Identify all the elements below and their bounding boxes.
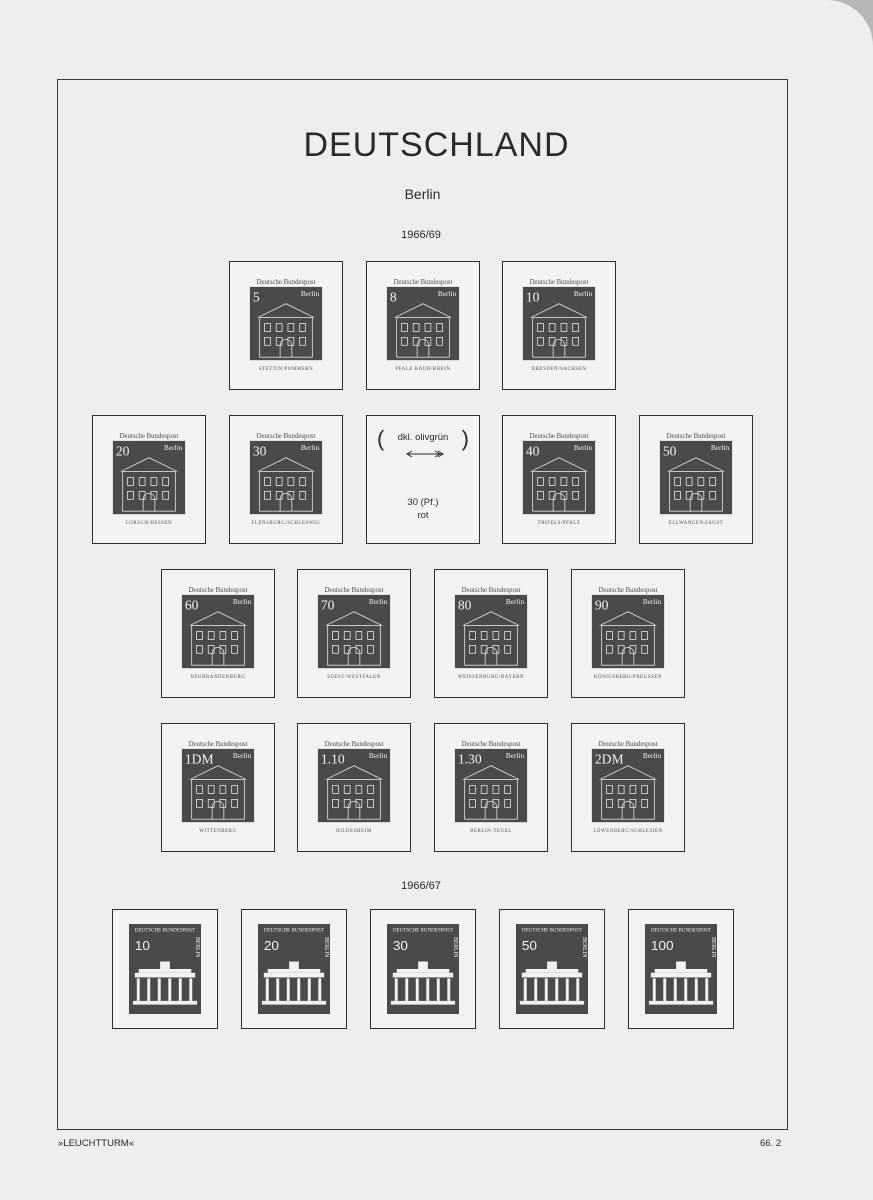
stamp-slot <box>297 569 411 698</box>
stamp-slot <box>502 261 616 390</box>
stamp-caption: STETTIN/POMMERN <box>258 367 314 373</box>
stamp-value: 30 <box>392 938 408 954</box>
stamp-region: Berlin <box>642 596 662 606</box>
stamp-header: DEUTSCHE BUNDESPOST <box>134 928 196 934</box>
section-year-2: 1966/67 <box>401 880 441 892</box>
stamp-caption: SOEST/WESTFALEN <box>327 675 381 681</box>
stamp-caption: LÖWENBERG/SCHLESIEN <box>593 829 663 835</box>
stamp-value: 80 <box>457 597 472 613</box>
stamp-art <box>387 924 459 1014</box>
stamp-slot <box>161 723 275 852</box>
stamp-value: 90 <box>594 597 609 613</box>
stamp-slot <box>92 415 206 544</box>
stamp-value: 1DM <box>184 751 214 767</box>
stamp-art <box>645 924 717 1014</box>
stamp <box>519 430 599 529</box>
stamp <box>314 738 394 837</box>
stamp-value: 20 <box>263 938 279 954</box>
stamp-header: Deutsche Bundespost <box>393 278 453 286</box>
stamp-region: BERLIN <box>323 937 330 958</box>
stamp-value: 10 <box>134 938 150 954</box>
stamp-slot <box>112 909 218 1029</box>
stamp-header: Deutsche Bundespost <box>188 586 248 594</box>
stamp-caption: TRIFELS/PFALZ <box>537 521 581 527</box>
stamp-value: 8 <box>389 289 397 305</box>
stamp-caption: BERLIN-TEGEL <box>470 829 512 835</box>
stamp <box>258 924 330 1014</box>
paren-left: ( <box>377 426 385 451</box>
stamp-value: 50 <box>662 443 677 459</box>
stamp-slot <box>297 723 411 852</box>
stamp-value: 30 <box>252 443 267 459</box>
stamp <box>178 738 258 837</box>
stamp-art <box>129 924 201 1014</box>
stamp-value: 50 <box>521 938 537 954</box>
stamp-region: BERLIN <box>710 937 717 958</box>
stamp-slot-empty <box>366 415 480 544</box>
stamp-header: Deutsche Bundespost <box>598 740 658 748</box>
stamp-caption: DRESDEN/SACHSEN <box>531 367 587 373</box>
stamp-caption: NEUBRANDENBURG <box>190 675 246 681</box>
stamp-art <box>314 738 394 837</box>
stamp-header: Deutsche Bundespost <box>666 432 726 440</box>
stamp-slot <box>229 415 343 544</box>
arrow-icon <box>405 450 445 458</box>
stamp-art <box>588 738 668 837</box>
stamp-art <box>588 584 668 683</box>
stamp-value: 1.10 <box>320 751 345 767</box>
stamp-header: Deutsche Bundespost <box>256 278 316 286</box>
stamp <box>383 276 463 375</box>
stamp-header: Deutsche Bundespost <box>598 586 658 594</box>
stamp-art <box>516 924 588 1014</box>
stamp <box>588 738 668 837</box>
stamp-value: 60 <box>184 597 199 613</box>
stamp-region: BERLIN <box>581 937 588 958</box>
stamp <box>516 924 588 1014</box>
stamp-region: Berlin <box>368 750 388 760</box>
stamp <box>246 276 326 375</box>
stamp-region: Berlin <box>232 596 252 606</box>
stamp-art <box>258 924 330 1014</box>
stamp-art <box>246 276 326 375</box>
stamp-value: 40 <box>525 443 540 459</box>
stamp-art <box>451 584 531 683</box>
stamp-region: Berlin <box>300 442 320 452</box>
stamp-region: Berlin <box>573 288 593 298</box>
stamp-header: Deutsche Bundespost <box>529 432 589 440</box>
stamp-art <box>519 276 599 375</box>
stamp-value: 1.30 <box>457 751 482 767</box>
stamp <box>519 276 599 375</box>
stamp-slot <box>161 569 275 698</box>
stamp <box>129 924 201 1014</box>
stamp-value: 70 <box>320 597 335 613</box>
stamp-value: 2DM <box>594 751 624 767</box>
stamp-header: DEUTSCHE BUNDESPOST <box>392 928 454 934</box>
stamp-caption: HILDESHEIM <box>336 829 372 835</box>
stamp-region: Berlin <box>505 750 525 760</box>
stamp-art <box>451 738 531 837</box>
stamp-header: Deutsche Bundespost <box>461 586 521 594</box>
stamp-slot <box>229 261 343 390</box>
stamp-region: Berlin <box>368 596 388 606</box>
stamp-slot <box>571 723 685 852</box>
stamp <box>109 430 189 529</box>
stamp-value: 100 <box>650 938 674 954</box>
stamp-caption: WEISSENBURG/BAYERN <box>457 675 525 681</box>
paren-right: ) <box>461 426 469 451</box>
stamp-slot <box>502 415 616 544</box>
stamp <box>588 584 668 683</box>
stamp-caption: ELLWANGEN/JAGST <box>668 521 724 527</box>
stamp <box>645 924 717 1014</box>
stamp-caption: LORSCH/HESSEN <box>125 521 173 527</box>
stamp-slot <box>434 723 548 852</box>
stamp-art <box>383 276 463 375</box>
page-subtitle: Berlin <box>404 186 441 202</box>
stamp-caption: KÖNIGSBERG/PREUSSEN <box>593 675 663 681</box>
stamp-region: Berlin <box>710 442 730 452</box>
stamp-region: BERLIN <box>452 937 459 958</box>
stamp-slot <box>434 569 548 698</box>
color-note: dkl. olivgrün <box>397 432 449 443</box>
stamp-region: Berlin <box>232 750 252 760</box>
page-title: DEUTSCHLAND <box>303 126 570 164</box>
stamp-slot <box>370 909 476 1029</box>
stamp-region: Berlin <box>642 750 662 760</box>
stamp-header: DEUTSCHE BUNDESPOST <box>263 928 325 934</box>
stamp-slot <box>639 415 753 544</box>
stamp-art <box>314 584 394 683</box>
stamp-header: DEUTSCHE BUNDESPOST <box>650 928 712 934</box>
stamp-header: Deutsche Bundespost <box>188 740 248 748</box>
stamp-header: Deutsche Bundespost <box>119 432 179 440</box>
stamp-region: Berlin <box>505 596 525 606</box>
stamp <box>387 924 459 1014</box>
value-note: 30 (Pf.) <box>407 497 439 508</box>
stamp-art <box>178 584 258 683</box>
stamp-slot <box>366 261 480 390</box>
stamp-header: Deutsche Bundespost <box>324 740 384 748</box>
stamp-caption: WITTENBERG <box>199 829 237 835</box>
stamp-region: BERLIN <box>194 937 201 958</box>
stamp-region: Berlin <box>163 442 183 452</box>
stamp-header: DEUTSCHE BUNDESPOST <box>521 928 583 934</box>
stamp-slot <box>628 909 734 1029</box>
stamp-value: 5 <box>252 289 260 305</box>
stamp-caption: FLENSBURG/SCHLESWIG <box>251 521 321 527</box>
stamp <box>451 738 531 837</box>
section-year-1: 1966/69 <box>401 229 441 241</box>
stamp-header: Deutsche Bundespost <box>256 432 316 440</box>
stamp-slot <box>571 569 685 698</box>
stamp-slot <box>499 909 605 1029</box>
stamp-header: Deutsche Bundespost <box>529 278 589 286</box>
stamp-slot <box>241 909 347 1029</box>
stamp-art <box>178 738 258 837</box>
footer-brand: »LEUCHTTURM« <box>58 1138 135 1149</box>
stamp-value: 20 <box>115 443 130 459</box>
stamp-art <box>519 430 599 529</box>
stamp-region: Berlin <box>300 288 320 298</box>
stamp-header: Deutsche Bundespost <box>324 586 384 594</box>
stamp <box>246 430 326 529</box>
stamp <box>656 430 736 529</box>
stamp-value: 10 <box>525 289 540 305</box>
stamp-art <box>656 430 736 529</box>
stamp-caption: PFALZ KAUB/RHEIN <box>395 367 451 373</box>
color-note-2: rot <box>417 510 429 521</box>
stamp <box>178 584 258 683</box>
stamp <box>314 584 394 683</box>
stamp-region: Berlin <box>573 442 593 452</box>
stamp <box>451 584 531 683</box>
stamp-art <box>246 430 326 529</box>
stamp-region: Berlin <box>437 288 457 298</box>
stamp-art <box>109 430 189 529</box>
footer-page-number: 66. 2 <box>760 1138 782 1149</box>
stamp-header: Deutsche Bundespost <box>461 740 521 748</box>
